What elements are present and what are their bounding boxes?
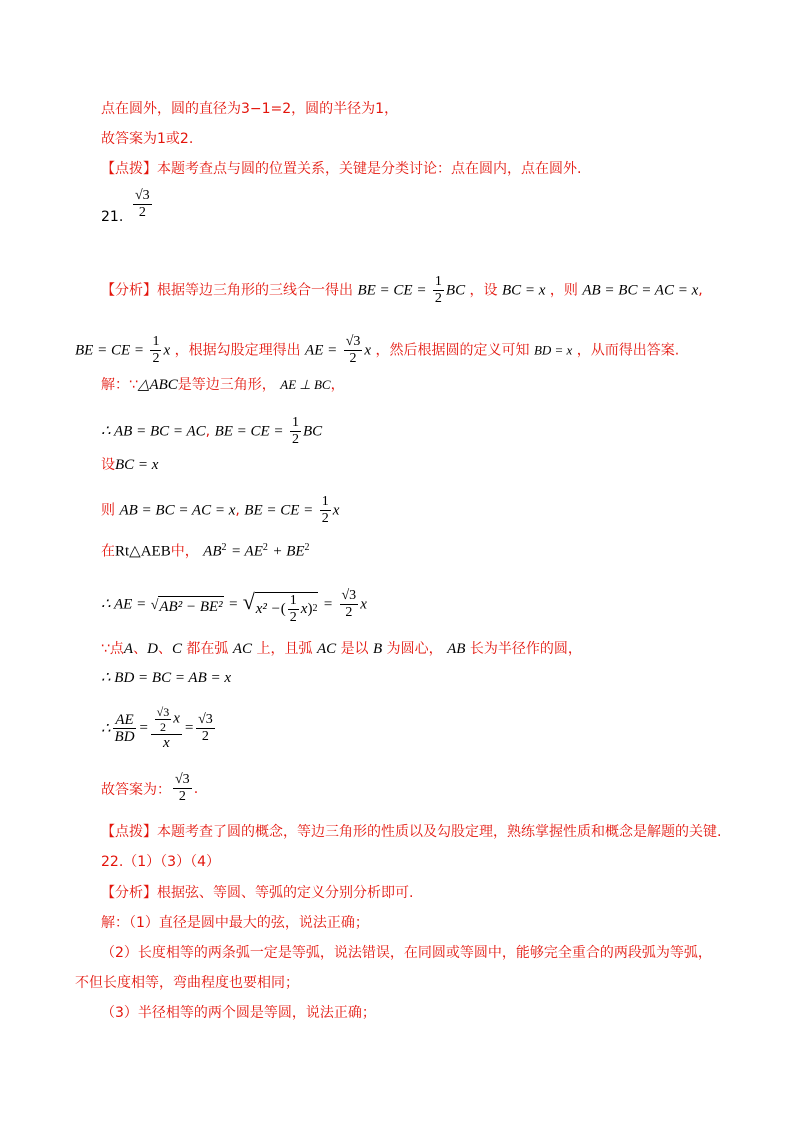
math-therefore-bd: ∴ BD = BC = AB = x: [101, 670, 232, 686]
analysis-set: ，设: [469, 282, 498, 299]
text-line-1: 点在圆外，圆的直径为3−1=2，圆的半径为1，: [101, 101, 399, 117]
frac-num: √3: [345, 334, 361, 349]
frac-den: x: [162, 735, 170, 751]
math-ab: AB: [203, 543, 222, 560]
frac-den: 2: [345, 605, 353, 620]
frac-num: √3: [198, 711, 213, 727]
points-e: 为圆心，: [386, 641, 443, 657]
frac-num: 1: [321, 494, 329, 509]
math-bc: BC: [303, 423, 323, 440]
in-label: 在: [101, 543, 115, 560]
frac-num: 1: [292, 415, 300, 430]
frac-num: 1: [289, 592, 297, 608]
text-line-2: 故答案为1或2.: [101, 131, 194, 147]
math-x: x: [332, 502, 340, 519]
analysis2-end: ，从而得出答案.: [576, 342, 680, 359]
answer-label: 故答案为：: [101, 781, 171, 798]
math-be-ce: BE = CE =: [75, 342, 144, 359]
frac-den: 2: [321, 511, 329, 526]
set-label: 设: [101, 457, 115, 473]
math-ab-bc-ac: AB = BC = AC = x: [119, 502, 236, 519]
math-ae-perp-bc: AE ⊥ BC: [280, 377, 331, 392]
question-22-answer: 22.（1）（3）（4）: [101, 854, 220, 870]
analysis-22: 【分析】根据弦、等圆、等弧的定义分别分析即可.: [101, 885, 414, 901]
analysis-prefix: 【分析】根据等边三角形的三线合一得出: [101, 282, 353, 299]
math-d: D: [147, 641, 158, 657]
analysis-then: ，则: [549, 282, 578, 299]
solution-line-4: 则 AB = BC = AC = x, BE = CE = $\frac{1}{2}$ x: [101, 494, 340, 526]
solution-line-6: ∴ AE = √ AB² − BE² = √ x² − ( $\frac{1}{2}$ x ) 2 = $\frac{√3}{2}$ x: [101, 588, 367, 625]
frac-den: BD: [114, 728, 135, 745]
math-be-ce: BE = CE =: [357, 282, 427, 299]
frac-num: 1: [434, 274, 442, 289]
sep: 、: [157, 641, 172, 657]
math-bc: BC: [445, 282, 466, 299]
math-ae-eq: AE =: [305, 342, 338, 359]
points-a: ∵点: [101, 641, 124, 657]
analysis2-mid2: ，然后根据圆的定义可知: [375, 342, 530, 359]
frac-den: 2: [201, 728, 209, 744]
analysis-line-1: 【分析】根据等边三角形的三线合一得出 BE = CE = $\frac{1}{2}$ BC ，设 BC = x ，则 AB = BC = AC = x,: [101, 274, 703, 306]
solution-line-2: ∴ AB = BC = AC, BE = CE = $\frac{1}{2}$ BC: [101, 415, 323, 447]
math-ab: AB: [447, 641, 466, 657]
math-eq: =: [322, 596, 334, 613]
points-b: 都在弧: [186, 641, 229, 657]
solution-line-7: [101, 639, 582, 659]
math-c: C: [171, 641, 182, 657]
comment-line-2: 【点拨】本题考查了圆的概念，等边三角形的性质以及勾股定理，熟练掌握性质和概念是解题的关键.: [101, 824, 722, 840]
math-be-ce: BE = CE =: [214, 423, 284, 440]
frac-den: 2: [434, 291, 442, 306]
frac-num: √3: [156, 705, 170, 719]
sup: 2: [312, 603, 318, 614]
solution-line-3: [101, 455, 158, 475]
sol-mid: 是等边三角形，: [177, 377, 276, 393]
math-rt-aeb: Rt△AEB: [115, 543, 171, 560]
math-x: x: [364, 342, 372, 359]
solution-line-9: [101, 705, 217, 751]
frac-den: 2: [159, 720, 166, 734]
analysis-line-2: [75, 334, 679, 367]
math-bc-eq-x: BC = x: [501, 282, 546, 299]
math-x: x: [300, 601, 308, 617]
points-f: 长为半径作的圆，: [469, 641, 582, 657]
solution-line-5: 在Rt△AEB中， $AB^2 = AE^2 + BE^2$: [101, 542, 310, 560]
math-rad: AB² − BE²: [158, 596, 223, 617]
solution-line-8: [101, 668, 231, 688]
math-be: + BE: [272, 543, 305, 560]
then-label: 则: [101, 502, 115, 519]
analysis2-mid: ，根据勾股定理得出: [174, 342, 301, 359]
math-x: x: [163, 342, 171, 359]
sup: 2: [221, 542, 227, 553]
solution-22-line-1: 解：（1）直径是圆中最大的弦，说法正确；: [101, 915, 369, 931]
frac-num: √3: [135, 188, 150, 203]
math-x: x: [173, 710, 180, 727]
math-therefore-ae: ∴ AE =: [101, 596, 147, 613]
sup: 2: [304, 542, 310, 553]
sol-prefix: 解：∵: [101, 377, 138, 393]
comment-line-1: 【点拨】本题考查点与圆的位置关系，关键是分类讨论：点在圆内，点在圆外.: [101, 161, 582, 177]
solution-22-line-4: （3）半径相等的两个圆是等圆，说法正确；: [101, 1005, 376, 1021]
frac-den: 2: [178, 789, 186, 804]
frac-den: 2: [289, 609, 297, 625]
frac-num: 1: [152, 334, 160, 349]
math-therefore: ∴: [101, 720, 111, 737]
frac-den: 2: [292, 432, 300, 447]
math-be-ce: BE = CE =: [244, 502, 314, 519]
math-tri-abc: △ABC: [137, 377, 178, 393]
solution-22-line-3: 不但长度相等，弯曲程度也要相同；: [75, 975, 299, 991]
frac-den: 2: [152, 351, 160, 366]
math-bc-eq-x: BC = x: [115, 457, 159, 473]
frac-num: AE: [115, 711, 134, 728]
frac-num: √3: [175, 772, 190, 787]
sup: 2: [262, 542, 268, 553]
points-c: 上，且弧: [256, 641, 313, 657]
math-bd-eq-x: BD = x: [533, 342, 573, 358]
math-a: A: [123, 641, 134, 657]
math-ac: AC: [232, 641, 253, 657]
solution-line-1: 解：∵△ABC是等边三角形， AE ⊥ BC，: [101, 377, 345, 393]
math-eq: =: [183, 719, 195, 736]
math-rad-x: x² −: [255, 601, 281, 617]
math-b: B: [373, 641, 383, 657]
question-21-number: 21.: [101, 209, 124, 225]
points-d: 是以: [340, 641, 369, 657]
question-21-answer: [131, 188, 154, 221]
solution-22-line-2: （2）长度相等的两条弧一定是等弧，说法错误，在同圆或等圆中，能够完全重合的两段弧为等弧，: [101, 945, 712, 961]
frac-den: 2: [349, 351, 357, 366]
math-ae: = AE: [230, 543, 263, 560]
math-therefore-ab: ∴ AB = BC = AC: [101, 423, 206, 440]
math-x: x: [360, 596, 367, 613]
math-ac: AC: [316, 641, 337, 657]
frac-den: 2: [138, 205, 146, 220]
math-eq: =: [228, 596, 239, 613]
math-eq: =: [138, 719, 149, 736]
frac-num: √3: [341, 588, 357, 603]
answer-line: 故答案为： $\frac{√3}{2}$ .: [101, 772, 199, 804]
math-ab-bc-ac: AB = BC = AC = x: [582, 282, 699, 299]
sep: 、: [133, 641, 148, 657]
